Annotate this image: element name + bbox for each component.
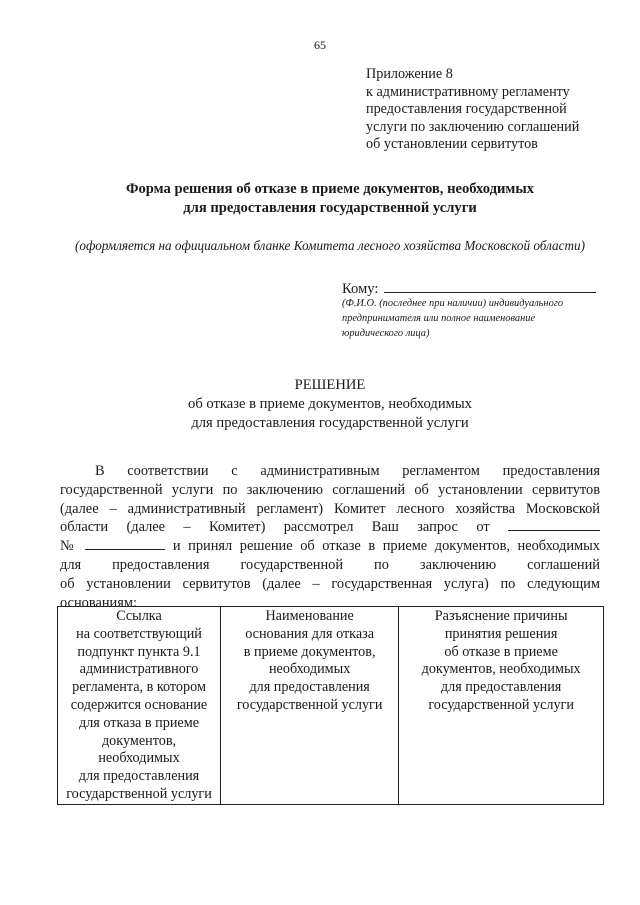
cell-line: на соответствующий xyxy=(76,625,202,642)
body-line: основаниям: xyxy=(60,594,137,611)
number-sign: № xyxy=(60,538,78,555)
appendix-header xyxy=(366,66,579,154)
cell-line: Наименование xyxy=(265,608,354,624)
cell-line: основания для отказа xyxy=(245,625,375,642)
cell-line: административного xyxy=(79,661,199,678)
recipient-note-line: юридического лица) xyxy=(342,328,430,339)
decision-title: РЕШЕНИЕ xyxy=(294,377,366,393)
body-line: об установлении сервитутов (далее – государственная услуга) по следующим xyxy=(60,575,600,592)
recipient-note xyxy=(342,296,563,341)
cell-line: принятия решения xyxy=(444,625,558,642)
form-title-line: для предоставления государственной услуги xyxy=(183,200,477,216)
cell-line: регламента, в котором xyxy=(72,679,206,696)
cell-line: государственной услуги xyxy=(66,785,212,802)
appendix-line: об установлении сервитутов xyxy=(366,136,538,152)
cell-line: для предоставления xyxy=(78,768,200,785)
body-paragraph xyxy=(60,462,600,612)
cell-line: необходимых xyxy=(98,750,180,767)
body-line-with-date xyxy=(60,518,600,537)
decision-subtitle-line: для предоставления государственной услуги xyxy=(191,415,469,431)
cell-line: государственной услуги xyxy=(428,696,574,713)
cell-line: государственной услуги xyxy=(236,696,383,713)
appendix-line: Приложение 8 xyxy=(366,66,453,82)
body-line: для предоставления государственной по заключению соглашений xyxy=(60,556,600,573)
body-line: государственной услуги по заключению соглашений об установлении сервитутов xyxy=(60,481,600,498)
cell-line: об отказе в приеме xyxy=(444,643,558,660)
cell-line: для предоставления xyxy=(440,679,562,696)
form-title-line: Форма решения об отказе в приеме документов, необходимых xyxy=(125,181,535,197)
column-explanation xyxy=(399,607,604,805)
body-line-text: и принял решение об отказе в приеме документов, необходимых xyxy=(172,538,600,555)
recipient-note-line: предпринимателя или полное наименование xyxy=(342,313,536,324)
cell-line: для предоставления xyxy=(249,679,370,696)
date-blank xyxy=(508,518,600,531)
body-line-with-number xyxy=(60,537,600,556)
column-ground-name xyxy=(221,607,399,805)
table-row xyxy=(58,607,604,805)
cell-line: подпункт пункта 9.1 xyxy=(77,643,201,660)
recipient-blank-line xyxy=(384,280,596,293)
decision-subtitle-line: об отказе в приеме документов, необходимых xyxy=(188,396,472,412)
number-blank xyxy=(85,537,165,550)
cell-line: необходимых xyxy=(268,661,351,678)
page-number: 65 xyxy=(314,38,326,52)
body-line-text: области (далее – Комитет) рассмотрел Ваш запрос от xyxy=(60,519,490,536)
form-title xyxy=(40,180,620,218)
body-line: (далее – административный регламент) Комитет лесного хозяйства Московской xyxy=(60,500,600,517)
recipient-note-line: (Ф.И.О. (последнее при наличии) индивидуального xyxy=(342,298,564,309)
cell-line: документов, необходимых xyxy=(421,661,581,678)
recipient-label: Кому: xyxy=(342,281,379,297)
appendix-line: услуги по заключению соглашений xyxy=(366,118,580,135)
appendix-line: к административному регламенту xyxy=(366,83,570,100)
appendix-line: предоставления государственной xyxy=(366,101,567,117)
form-note: (оформляется на официальном бланке Комитета лесного хозяйства Московской области) xyxy=(75,238,585,253)
decision-heading xyxy=(40,376,620,433)
cell-line: Разъяснение причины xyxy=(434,608,568,624)
column-reference xyxy=(58,607,221,805)
cell-line: документов, xyxy=(101,732,177,749)
cell-line: Ссылка xyxy=(116,608,162,624)
cell-line: содержится основание xyxy=(70,696,208,713)
cell-line: для отказа в приеме xyxy=(79,714,199,731)
grounds-table xyxy=(57,606,604,805)
body-line: В соответствии с административным регламентом предоставления xyxy=(95,463,600,479)
cell-line: в приеме документов, xyxy=(243,643,376,660)
